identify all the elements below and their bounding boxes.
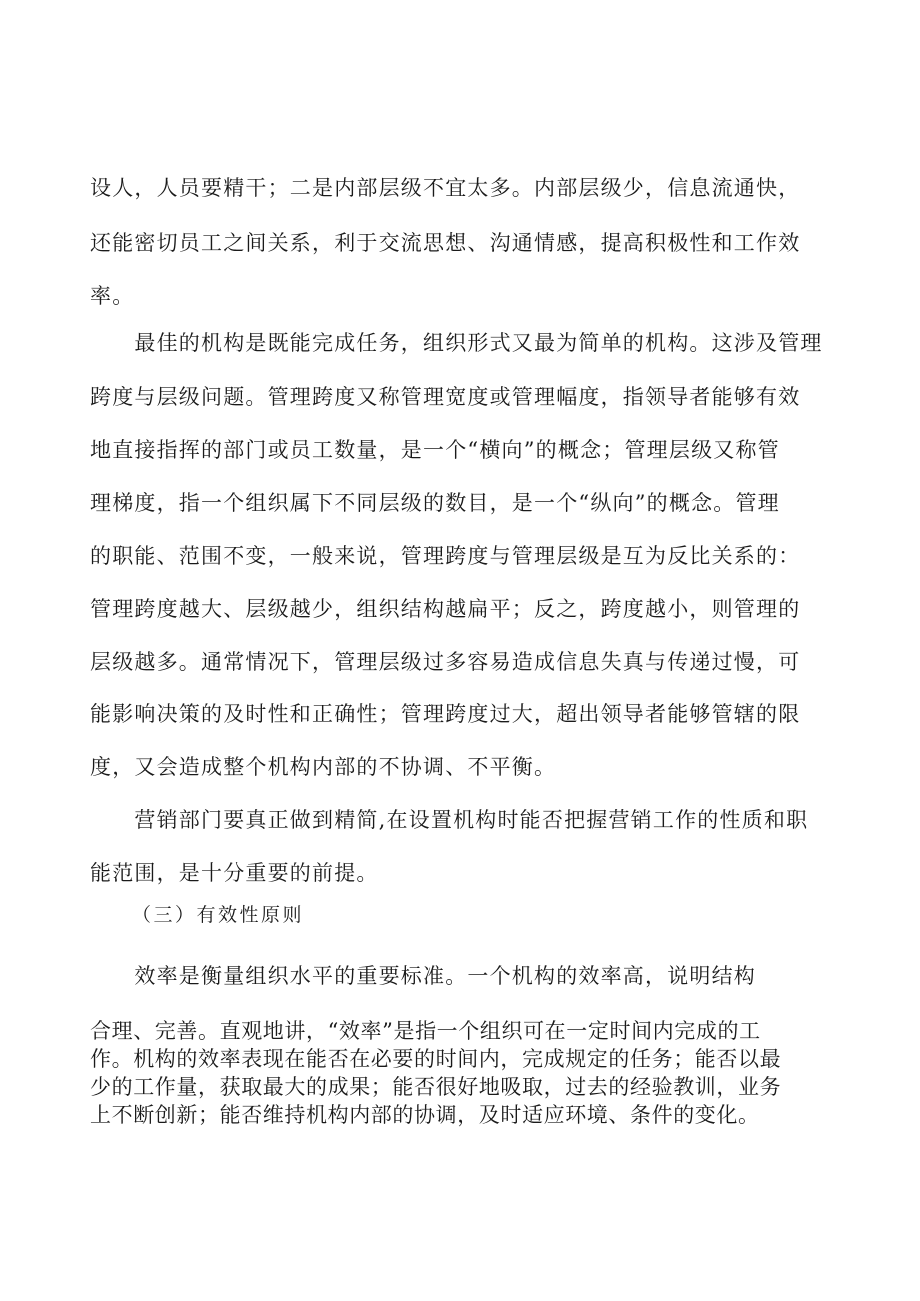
text-line: 管理跨度越大、层级越少，组织结构越扁平；反之，跨度越小，则管理的 <box>90 597 801 621</box>
text-line: 地直接指挥的部门或员工数量，是一个“横向”的概念；管理层级又称管 <box>90 438 780 462</box>
text-line: 能范围，是十分重要的前提。 <box>90 861 379 885</box>
text-line: 营销部门要真正做到精简,在设置机构时能否把握营销工作的性质和职 <box>90 808 809 832</box>
text-line: 理梯度，指一个组织属下不同层级的数目，是一个“纵向”的概念。管理 <box>90 491 780 515</box>
text-line: 上不断创新；能否维持机构内部的协调，及时适应环境、条件的变化。 <box>90 1103 760 1127</box>
section-heading: （三）有效性原则 <box>132 904 305 926</box>
text-line: 最佳的机构是既能完成任务，组织形式又最为简单的机构。这涉及管理 <box>90 331 823 355</box>
text-line: 能影响决策的及时性和正确性；管理跨度过大，超出领导者能够管辖的限 <box>90 702 801 726</box>
text-line: 合理、完善。直观地讲，“效率”是指一个组织可在一定时间内完成的工 <box>90 1019 761 1043</box>
text-line: 还能密切员工之间关系，利于交流思想、沟通情感，提高积极性和工作效 <box>90 231 801 255</box>
text-line: 层级越多。通常情况下，管理层级过多容易造成信息失真与传递过慢，可 <box>90 650 801 674</box>
text-line: 跨度与层级问题。管理跨度又称管理宽度或管理幅度，指领导者能够有效 <box>90 385 801 409</box>
text-line: 的职能、范围不变，一般来说，管理跨度与管理层级是互为反比关系的： <box>90 544 801 568</box>
text-line: 率。 <box>90 284 135 308</box>
text-line: 度，又会造成整个机构内部的不协调、不平衡。 <box>90 755 557 779</box>
text-line: 设人，人员要精干；二是内部层级不宜太多。内部层级少，信息流通快， <box>90 176 801 200</box>
text-line: 效率是衡量组织水平的重要标准。一个机构的效率高，说明结构 <box>90 964 756 988</box>
text-line: 少的工作量，获取最大的成果；能否很好地吸取，过去的经验教训，业务 <box>90 1075 782 1099</box>
text-line: 作。机构的效率表现在能否在必要的时间内，完成规定的任务；能否以最 <box>90 1047 782 1071</box>
